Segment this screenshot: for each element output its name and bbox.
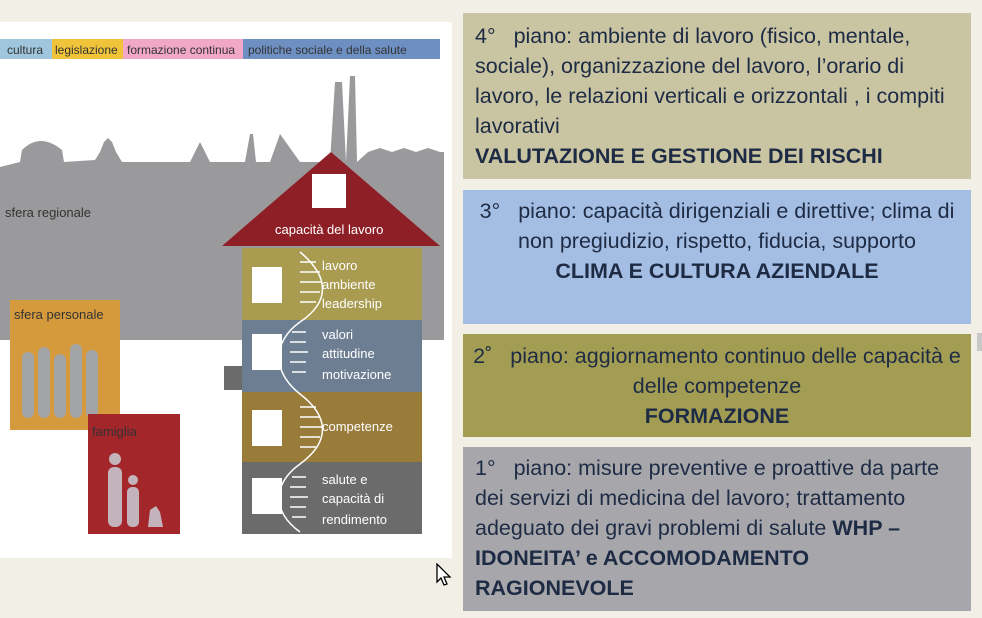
roof-label: capacità del lavoro — [275, 222, 384, 237]
floor-1-label-3: rendimento — [322, 512, 388, 527]
floor-3-label-2: attitudine — [322, 346, 375, 361]
house-diagram — [0, 22, 452, 558]
bar-label-legislazione: legislazione — [55, 43, 118, 57]
floor-4-label-1: lavoro — [322, 258, 358, 273]
floor-3-panel — [463, 190, 971, 324]
roof-window — [312, 174, 346, 208]
top-context-bar — [0, 39, 440, 59]
floor-2-panel — [463, 334, 971, 437]
family-label: famiglia — [92, 424, 137, 439]
bar-label-cultura: cultura — [7, 43, 44, 57]
floor-1-label-2: capacità di — [322, 491, 385, 506]
floor-3-label-1: valori — [322, 327, 354, 342]
floor-2-number: 2 — [473, 344, 486, 368]
floor-2-label-1: competenze — [322, 419, 393, 434]
floor-3-window — [252, 334, 282, 370]
floor-1-window — [252, 478, 282, 514]
sphere-personal-label: sfera personale — [14, 307, 104, 322]
floor-2-text: piano: aggiornamento continuo delle capacità e delle competenze — [510, 344, 961, 398]
floor-4-text: piano: ambiente di lavoro (fisico, mentale, sociale), organizzazione del lavoro, l’orario di lavoro, le relazioni verticali e orizzontali , i compiti lavorativi — [475, 24, 945, 138]
floor-1-label-1: salute e — [322, 472, 368, 487]
floor-4-degree: ° — [486, 24, 496, 48]
work-ability-house-illustration — [0, 22, 452, 558]
floor-1-panel — [463, 447, 971, 611]
floor-2-degree: ˚ — [485, 344, 493, 368]
scroll-edge-marker[interactable] — [977, 333, 982, 351]
floor-4-number: 4 — [475, 24, 487, 48]
house-chimney-block — [224, 366, 242, 390]
floor-4-label-2: ambiente — [322, 277, 376, 292]
sphere-regional-label: sfera regionale — [5, 205, 91, 220]
floor-3-degree: ° — [491, 199, 501, 223]
floor-1-text: piano: misure preventive e proattive da parte dei servizi di medicina del lavoro; trattamento adeguato dei gravi problemi di salute — [475, 456, 940, 540]
floor-1-degree: ° — [486, 456, 496, 480]
floor-2-heading: FORMAZIONE — [644, 404, 790, 428]
floor-1-number: 1 — [475, 456, 487, 480]
floor-4-label-3: leadership — [322, 296, 382, 311]
floor-3-number: 3 — [479, 199, 492, 223]
floor-4-panel — [463, 13, 971, 179]
floor-3-text: piano: capacità dirigenziali e direttive; clima di non pregiudizio, rispetto, fiducia, supporto — [518, 199, 955, 253]
floor-2-window — [252, 410, 282, 446]
floor-1-heading: WHP – IDONEITA’ e ACCOMODAMENTO RAGIONEVOLE — [475, 516, 901, 600]
floor-4-window — [252, 267, 282, 303]
floor-4-heading: VALUTAZIONE E GESTIONE DEI RISCHI — [475, 144, 883, 168]
floor-3-heading: CLIMA E CULTURA AZIENDALE — [555, 259, 879, 283]
mouse-pointer-icon — [436, 563, 452, 587]
bar-label-formazione: formazione continua — [127, 43, 236, 57]
floor-3-label-3: motivazione — [322, 367, 392, 382]
bar-label-politiche: politiche sociale e della salute — [248, 43, 407, 57]
